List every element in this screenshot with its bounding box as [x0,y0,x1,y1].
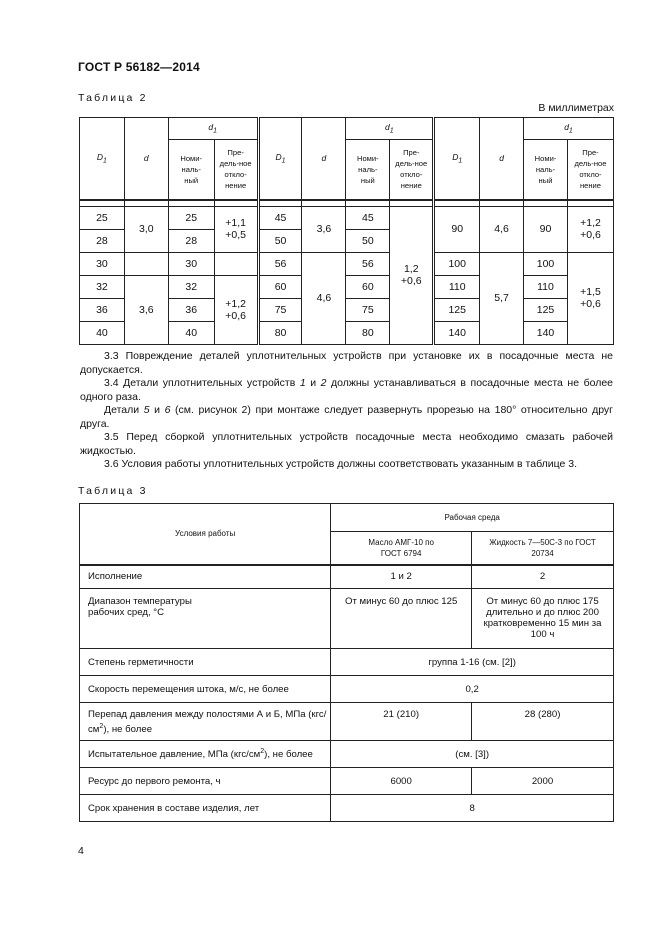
table-cell: 30 [168,252,214,275]
table-cell: 40 [80,321,125,344]
table-cell: 110 [524,275,568,298]
table-cell: 25 [80,206,125,229]
liquid-header: Жидкость 7—50С-3 по ГОСТ 20734 [472,532,614,565]
table-cell: 28 [80,229,125,252]
table-cell: 32 [80,275,125,298]
table-cell: 56 [258,252,302,275]
table-cell: 4,6 [480,206,524,252]
table-cell: От минус 60 до плюс 125 [331,589,472,649]
table2-caption: Таблица 2 [78,92,148,104]
table-cell: 3,6 [124,275,168,344]
table-cell: 60 [258,275,302,298]
table-cell: 1 и 2 [331,565,472,589]
col-D1-header: $D_1$ [434,118,480,200]
table-cell: 2 [472,565,614,589]
table-cell: Ресурс до первого ремонта, ч [80,768,331,795]
col-d-header: d [302,118,346,200]
table-cell: 25 [168,206,214,229]
table-cell: +1,1 +0,5 [214,206,258,252]
table-row [80,768,614,795]
table-row [80,275,614,298]
table-cell: 8 [331,795,614,822]
table-cell: 45 [346,206,390,229]
table-row [80,795,614,822]
table-cell: 36 [80,298,125,321]
body-text [80,350,613,472]
table-row [80,565,614,589]
table-cell: 40 [168,321,214,344]
table-cell: 125 [434,298,480,321]
col-D1-header: $D_1$ [258,118,302,200]
table-cell: 50 [258,229,302,252]
table-cell: 30 [80,252,125,275]
table-cell: Степень герметичности [80,649,331,676]
table-cell: 75 [258,298,302,321]
table-row [80,741,614,768]
table-cell: 80 [346,321,390,344]
table-row [80,703,614,741]
table-cell: +1,5 +0,6 [567,252,613,344]
col-D1-header: $D_1$ [80,118,125,200]
col-d1-header: $d_1$ [524,118,614,140]
col-deviation-header: Пре-дель-ное откло-нение [390,140,434,200]
document-header: ГОСТ Р 56182—2014 [78,60,200,74]
table-cell: 100 [434,252,480,275]
table3-caption: Таблица 3 [78,485,148,497]
table-row [80,252,614,275]
page-number: 4 [78,845,84,857]
table-cell: 21 (210) [331,703,472,741]
table-cell: 3,0 [124,206,168,252]
table-cell: 2000 [472,768,614,795]
paragraph-3-6: 3.6 Условия работы уплотнительных устройств должны соответствовать указанным в таблице 3. [104,458,578,470]
table-cell [124,252,168,275]
table-cell: 80 [258,321,302,344]
table2 [79,117,614,345]
table-cell: 60 [346,275,390,298]
col-nominal-header: Номи-наль-ный [168,140,214,200]
table-cell: 28 [168,229,214,252]
table-cell: +1,2 +0,6 [214,275,258,344]
table-cell: Срок хранения в составе изделия, лет [80,795,331,822]
table-cell: 6000 [331,768,472,795]
table-cell: группа 1-16 (см. [2]) [331,649,614,676]
table-cell: 32 [168,275,214,298]
table-cell: +1,2 +0,6 [567,206,613,252]
table-cell: 125 [524,298,568,321]
col-nominal-header: Номи-наль-ный [346,140,390,200]
conditions-header: Условия работы [80,504,331,565]
table-cell: 90 [524,206,568,252]
table-row [80,589,614,649]
table-row [80,676,614,703]
col-d-header: d [124,118,168,200]
paragraph-3-5: 3.5 Перед сборкой уплотнительных устройств посадочные места необходимо смазать рабочей жидкостью. [80,431,613,457]
col-deviation-header: Пре-дель-ное откло-нение [214,140,258,200]
table-cell: 28 (280) [472,703,614,741]
col-nominal-header: Номи-наль-ный [524,140,568,200]
table-row [80,649,614,676]
table-cell: 3,6 [302,206,346,252]
table-cell: Перепад давления между полостями А и Б, МПа $(кгс/см^2)$, не более [80,703,331,741]
table-cell: 0,2 [331,676,614,703]
table-cell: 4,6 [302,252,346,344]
paragraph-3-4-details: Детали 5 и 6 (см. рисунок 2) при монтаже следует развернуть прорезью на 180° относительно друг друга. [80,404,614,430]
table2-units: В миллиметрах [538,102,614,114]
table3 [79,503,614,822]
table-cell: 90 [434,206,480,252]
table-cell: 36 [168,298,214,321]
col-d1-header: $d_1$ [168,118,258,140]
table-cell: 100 [524,252,568,275]
col-d1-header: $d_1$ [346,118,434,140]
table-cell: 50 [346,229,390,252]
table-cell: 1,2 +0,6 [390,206,434,344]
table-cell: Скорость перемещения штока, м/с, не более [80,676,331,703]
table-cell: Исполнение [80,565,331,589]
col-d-header: d [480,118,524,200]
table-cell: 5,7 [480,252,524,344]
table-cell: 140 [434,321,480,344]
table-row [80,206,614,229]
paragraph-3-3: 3.3 Повреждение деталей уплотнительных устройств при установке их в посадочные места не допускается. [80,350,613,376]
table-cell: 45 [258,206,302,229]
table-cell [214,252,258,275]
table-cell: 140 [524,321,568,344]
table-cell: Диапазон температуры рабочих сред, °С [80,589,331,649]
table-cell: 75 [346,298,390,321]
table-cell: 56 [346,252,390,275]
paragraph-3-4: 3.4 Детали уплотнительных устройств 1 и 2 должны устанавливаться в посадочные места не более одного раза. [80,377,613,403]
col-deviation-header: Пре-дель-ное откло-нение [567,140,613,200]
medium-header: Рабочая среда [331,504,614,532]
table-cell: (см. [3]) [331,741,614,768]
table-cell: Испытательное давление, МПа $(кгс/см^2)$, не более [80,741,331,768]
oil-header: Масло АМГ-10 по ГОСТ 6794 [331,532,472,565]
table-cell: 110 [434,275,480,298]
table-cell: От минус 60 до плюс 175 длительно и до плюс 200 кратковременно 15 мин за 100 ч [472,589,614,649]
